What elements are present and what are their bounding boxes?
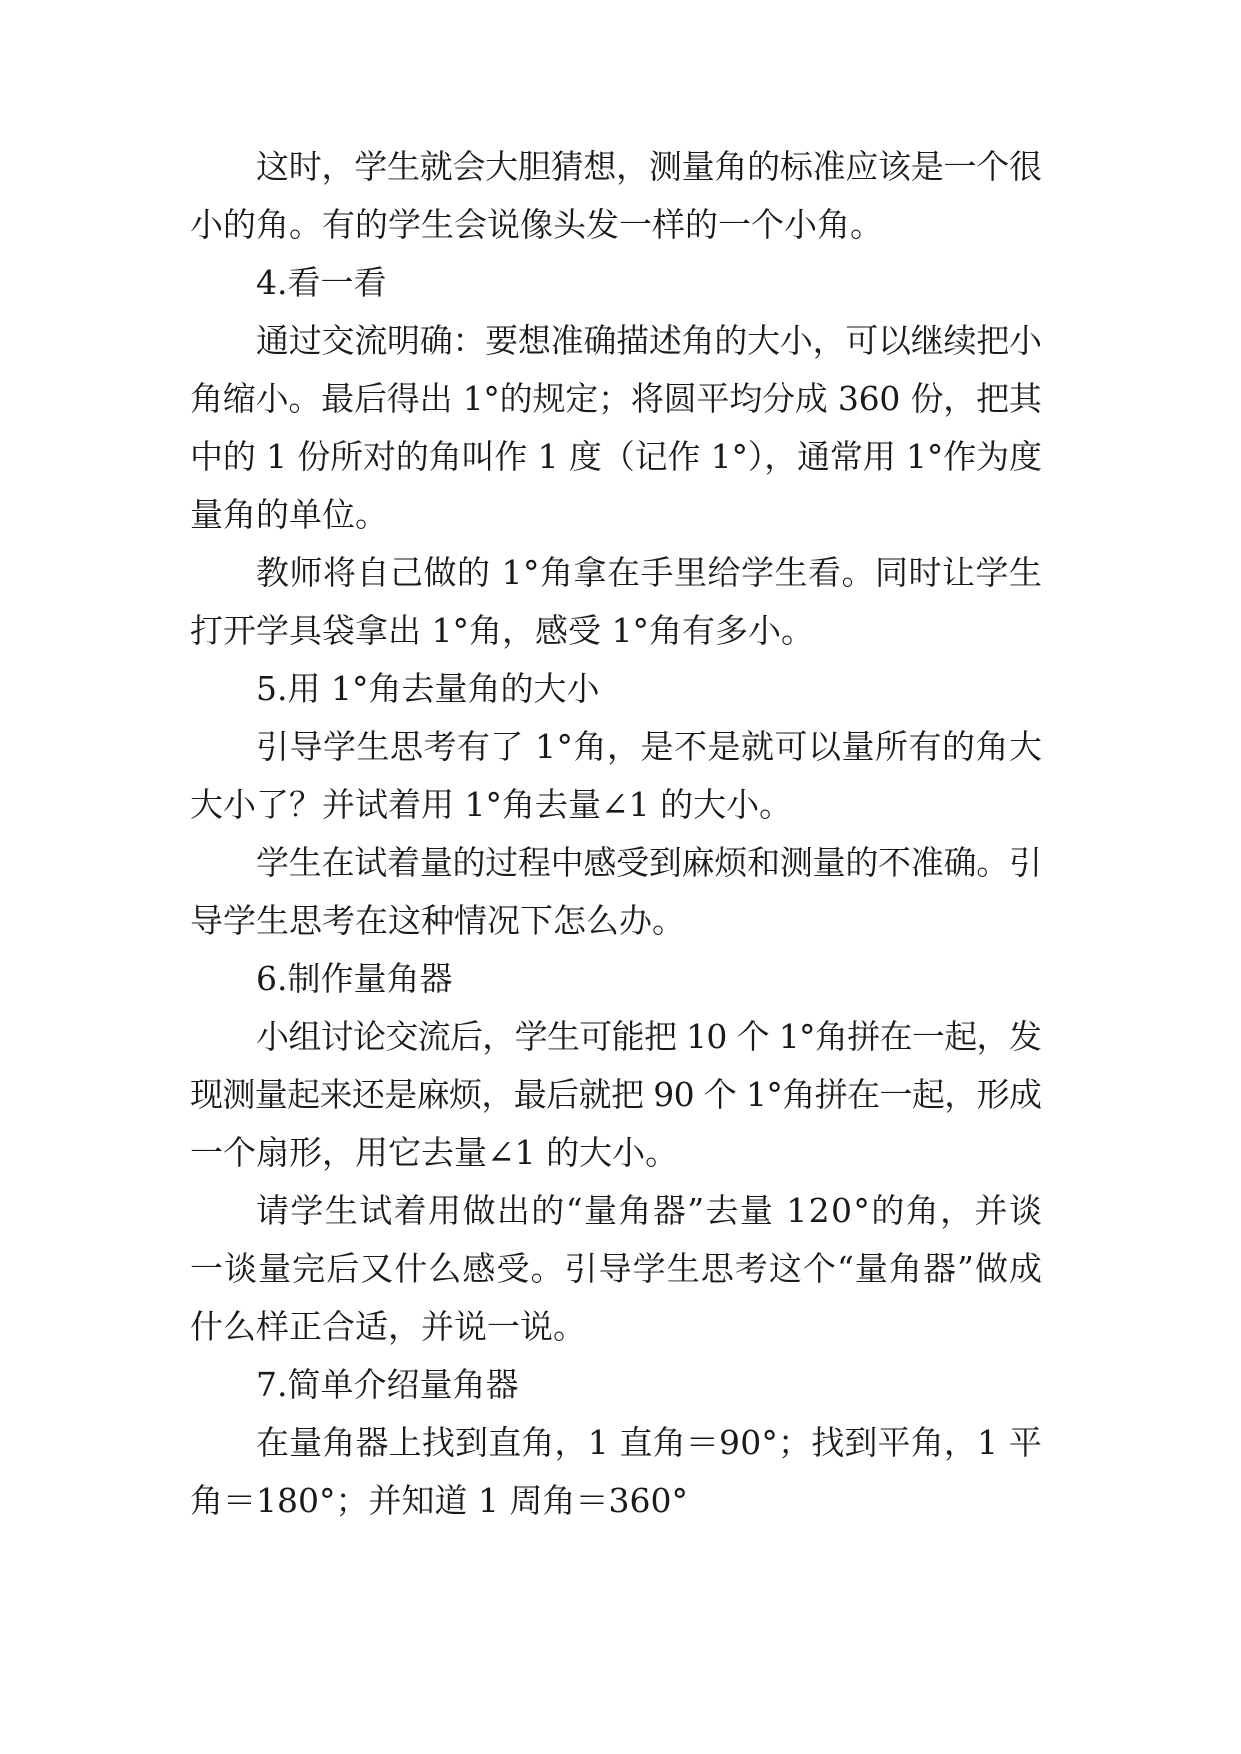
paragraph-line: 现测量起来还是麻烦，最后就把 90 个 1°角拼在一起，形成	[190, 1075, 1042, 1114]
paragraph-line: 通过交流明确：要想准确描述角的大小，可以继续把小	[256, 321, 1042, 360]
paragraph-line: 在量角器上找到直角，1 直角＝90°；找到平角，1 平	[256, 1423, 1043, 1462]
paragraph-line: 教师将自己做的 1°角拿在手里给学生看。同时让学生	[256, 553, 1043, 592]
section-heading: 7.简单介绍量角器	[256, 1365, 519, 1404]
section-heading: 6.制作量角器	[256, 959, 453, 998]
paragraph-line: 量角的单位。	[190, 495, 388, 534]
paragraph-line: 这时，学生就会大胆猜想，测量角的标准应该是一个很	[256, 147, 1042, 186]
paragraph-line: 引导学生思考有了 1°角，是不是就可以量所有的角大	[256, 727, 1043, 766]
section-heading: 5.用 1°角去量角的大小	[256, 669, 600, 708]
paragraph-line: 请学生试着用做出的“量角器”去量 120°的角，并谈	[256, 1191, 1044, 1230]
paragraph-line: 学生在试着量的过程中感受到麻烦和测量的不准确。引	[256, 843, 1042, 882]
paragraph-line: 角缩小。最后得出 1°的规定；将圆平均分成 360 份，把其	[190, 379, 1042, 418]
paragraph-line: 一谈量完后又什么感受。引导学生思考这个“量角器”做成	[190, 1249, 1044, 1288]
paragraph-line: 小组讨论交流后，学生可能把 10 个 1°角拼在一起，发	[256, 1017, 1042, 1056]
paragraph-line: 导学生思考在这种情况下怎么办。	[190, 901, 685, 940]
paragraph-line: 打开学具袋拿出 1°角，感受 1°角有多小。	[190, 611, 814, 650]
section-heading: 4.看一看	[256, 263, 387, 302]
paragraph-line: 什么样正合适，并说一说。	[190, 1307, 586, 1346]
paragraph-line: 大小了？并试着用 1°角去量∠1 的大小。	[190, 785, 793, 824]
paragraph-line: 小的角。有的学生会说像头发一样的一个小角。	[190, 205, 883, 244]
paragraph-line: 角＝180°；并知道 1 周角＝360°	[190, 1481, 688, 1520]
paragraph-line: 中的 1 份所对的角叫作 1 度（记作 1°），通常用 1°作为度	[190, 437, 1042, 476]
paragraph-line: 一个扇形，用它去量∠1 的大小。	[190, 1133, 679, 1172]
